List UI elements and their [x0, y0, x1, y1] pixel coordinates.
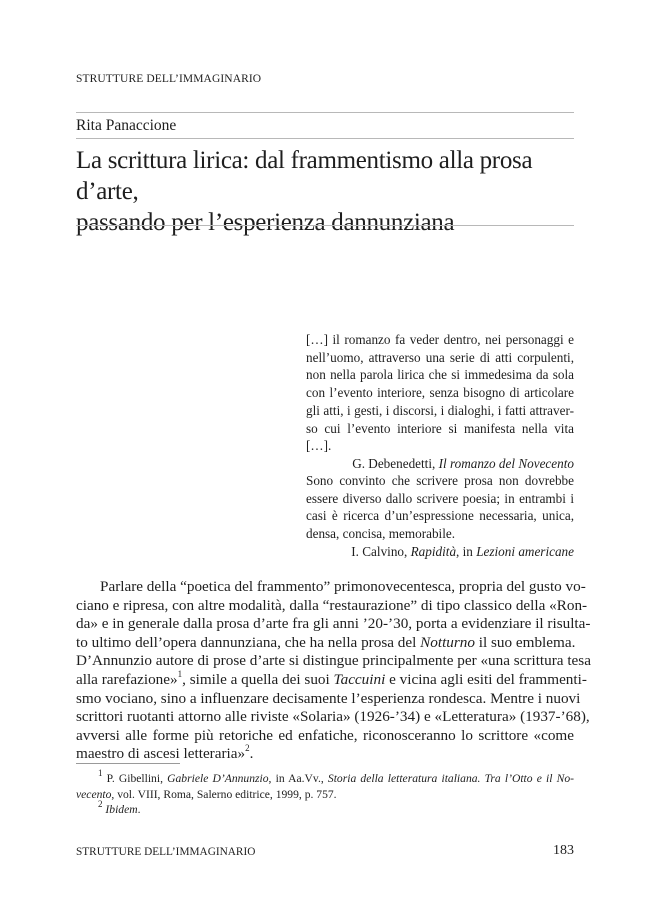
epigraph-source — [306, 543, 574, 561]
text-run: , simile a quella dei suoi — [182, 670, 334, 688]
epigraph-line: con l’evento interiore, senza bisogno di articolare — [306, 385, 574, 401]
body-line: da» e in generale dalla prosa d’arte fra gli anni ’20-’30, porta a evidenziare il risulta- — [76, 615, 591, 633]
footer-running-head: STRUTTURE DELL’IMMAGINARIO — [76, 846, 256, 858]
source-author: G. Debenedetti, — [352, 455, 439, 471]
italic-title: Gabriele D’Annunzio — [167, 772, 269, 785]
epigraph-calvino — [306, 472, 574, 561]
epigraph-line: Sono convinto che scrivere prosa non dovrebbe — [306, 473, 574, 488]
source-book: Lezioni americane — [476, 543, 574, 559]
epigraph-line: non nella parola lirica che si immedesima da sola — [306, 367, 574, 383]
body-line — [76, 668, 587, 690]
footnotes — [76, 768, 574, 818]
body-line: ciano e ripresa, con altre modalità, dalla “restaurazione” di tipo classico della «Ron- — [76, 596, 588, 614]
title-rule — [76, 225, 574, 226]
header-rule-top — [76, 112, 574, 113]
italic-title: vecento — [76, 787, 112, 801]
epigraph-line: essere diverso dallo scrivere poesia; in entrambi i — [306, 490, 574, 506]
header-rule-author — [76, 138, 574, 139]
italic-title: Notturno — [420, 633, 475, 651]
text-run: alla rarefazione» — [76, 670, 178, 688]
footnote-number: 2 — [98, 799, 103, 810]
italic-title: Storia della letteratura italiana. Tra l’Otto e il No- — [327, 772, 574, 785]
text-run: , in Aa.Vv., — [268, 772, 328, 785]
footnote-ref-2[interactable]: 2 — [245, 743, 250, 754]
body-line — [76, 745, 574, 764]
source-connector: , in — [456, 543, 477, 559]
epigraph-line: densa, concisa, memorabile. — [306, 526, 456, 542]
epigraph-line: […] il romanzo fa veder dentro, nei personaggi e — [306, 332, 574, 347]
epigraph-line: so cui l’evento interiore si manifesta nella vita — [306, 420, 574, 436]
body-line: Parlare della “poetica del frammento” primonovecentesca, propria del gusto vo- — [100, 578, 586, 595]
epigraph-line: casi è ricerca d’un’espressione necessaria, unica, — [306, 508, 574, 524]
body-line — [76, 634, 574, 653]
footnote-number: 1 — [98, 768, 103, 779]
source-work: Il romanzo del Novecento — [438, 455, 574, 471]
epigraph-line: […]. — [306, 438, 332, 454]
text-run: P. Gibellini, — [102, 772, 168, 785]
title-line-2: passando per l’esperienza dannunziana — [76, 209, 455, 236]
footnote-ref-1[interactable]: 1 — [177, 668, 183, 679]
source-author: I. Calvino, — [351, 543, 411, 559]
running-head: STRUTTURE DELL’IMMAGINARIO — [76, 73, 262, 85]
footnote-rule — [76, 763, 180, 764]
body-line: scrittori ruotanti attorno alle riviste «Solaria» (1926-’34) e «Letteratura» (1937-’68), — [76, 708, 590, 726]
text-run: , vol. VIII, Roma, Salerno editrice, 1999, p. 757. — [111, 787, 337, 801]
body-line: avversi alle forme più retoriche ed enfatiche, riconosceranno lo scrittore «come — [76, 726, 574, 744]
text-run: to ultimo dell’opera dannunziana, che ha nella prosa del — [76, 633, 421, 651]
text-run: maestro di ascesi letteraria» — [76, 745, 246, 763]
title-line-1: La scrittura lirica: dal frammentismo alla prosa d’arte, — [76, 147, 533, 205]
epigraph-line: nell’uomo, attraverso una serie di atti corpulenti, — [306, 349, 574, 365]
author-name: Rita Panaccione — [76, 117, 177, 134]
footnote-1-line — [76, 768, 574, 787]
footnote-1-line — [76, 787, 574, 803]
epigraph-source — [306, 455, 574, 473]
body-line: D’Annunzio autore di prose d’arte si distingue principalmente per «una scrittura tesa — [76, 652, 591, 670]
italic-title: Taccuini — [333, 670, 386, 688]
page-number: 183 — [553, 843, 574, 858]
epigraph-debenedetti — [306, 331, 574, 473]
body-paragraph — [76, 578, 591, 764]
epigraph-line: gli atti, i gesti, i discorsi, i dialoghi, i fatti attraver- — [306, 402, 574, 418]
footnote-2-line — [76, 799, 574, 818]
body-line: smo vociano, sino a influenzare decisamente l’esperienza rondesca. Mentre i nuovi — [76, 689, 581, 707]
source-work: Rapidità — [410, 543, 457, 559]
text-run: il suo emblema. — [474, 633, 576, 651]
text-run: . — [137, 803, 141, 817]
text-run: . — [249, 745, 254, 763]
text-run: e vicina agli esiti del frammenti- — [385, 670, 587, 688]
italic-title: Ibidem — [105, 803, 138, 817]
